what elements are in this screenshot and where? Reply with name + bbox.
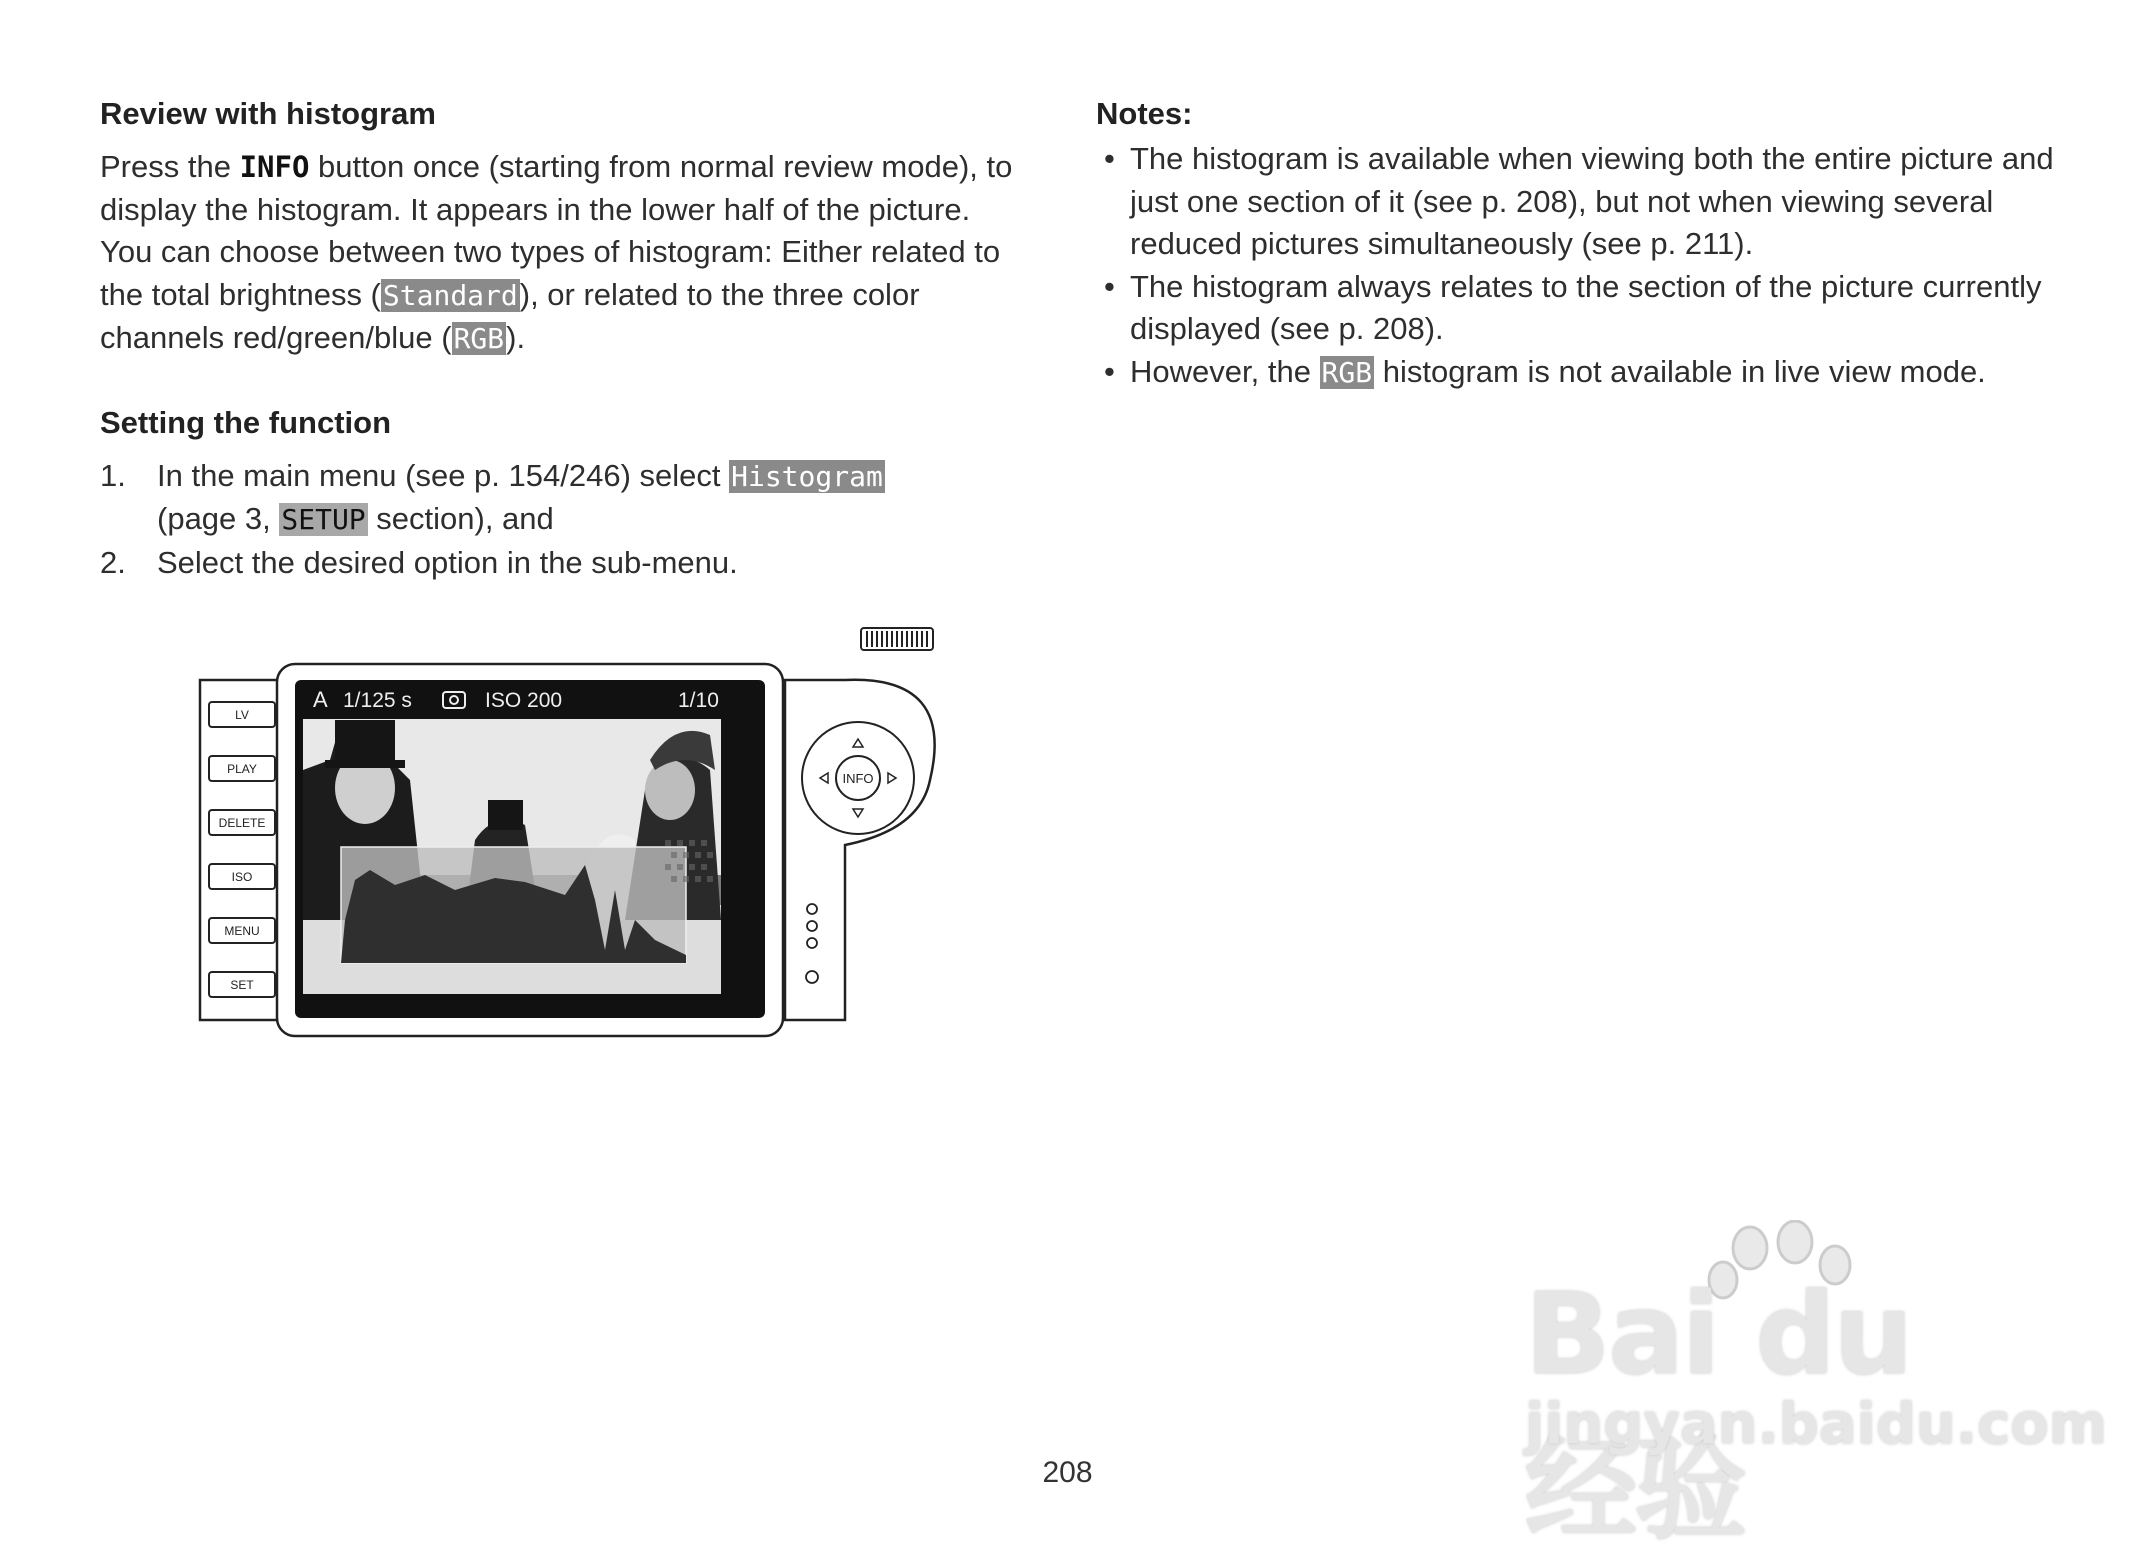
step-item: [100, 542, 1050, 585]
menu-term-standard: Standard: [382, 278, 518, 312]
text-segment: However, the: [1130, 353, 1320, 389]
screen-frame-count: 1/10: [678, 689, 719, 712]
step-number: 1.: [100, 457, 126, 493]
menu-term-setup: SETUP: [281, 503, 366, 536]
left-column: [100, 96, 1050, 584]
text-segment: You can choose between two types of histogram: Either related to the total brightness (: [100, 234, 1001, 312]
text-segment: ), or related to the three color channels red/green/blue (: [100, 276, 920, 355]
note-item: [1096, 351, 2056, 395]
note-item: [1096, 266, 2056, 351]
camera-button-set[interactable]: [209, 972, 275, 997]
text-segment: ).: [506, 320, 526, 355]
text-segment: button once (starting from normal review mode), to display the histogram. It appears in the lower half of the picture.: [100, 149, 1013, 227]
bullet: •: [1104, 353, 1115, 389]
section-heading-review: Review with histogram: [100, 96, 436, 131]
info-button-label: INFO: [842, 771, 874, 786]
camera-button-iso[interactable]: [209, 864, 275, 889]
screen-iso: ISO 200: [485, 689, 563, 712]
bullet: •: [1104, 268, 1115, 304]
camera-button-label: PLAY: [227, 762, 257, 776]
screen-shutter-speed: 1/125 s: [343, 689, 412, 712]
text-segment: Select the desired option in the sub-menu.: [157, 544, 738, 580]
text-segment: section), and: [367, 501, 554, 536]
camera-button-label: DELETE: [218, 816, 266, 830]
watermark-brand: Bai du 经验: [1525, 1270, 1912, 1555]
note-item: [1096, 138, 2056, 266]
note-text: The histogram is available when viewing both the entire picture and just one section of it (see p. 208), but not when viewing several reduced pictures simultaneously (see p. 211).: [1130, 141, 2054, 261]
note-text: The histogram always relates to the section of the picture currently displayed (see p. 208).: [1130, 268, 2042, 346]
page-number: 208: [1042, 1456, 1093, 1489]
text-segment: Press the: [100, 149, 240, 184]
paragraph-histogram-types: [100, 231, 1050, 361]
menu-term-histogram: Histogram: [731, 459, 883, 493]
paragraph-info-button: [100, 146, 1050, 231]
camera-button-lv[interactable]: [209, 702, 275, 727]
step-item: [100, 455, 1050, 542]
screen-exposure-mode: A: [313, 687, 328, 712]
camera-button-delete[interactable]: [209, 810, 275, 835]
camera-button-label: SET: [230, 978, 254, 992]
text-segment: In the main menu (see p. 154/246) select: [157, 457, 730, 493]
watermark: [1525, 1220, 2108, 1555]
watermark-url: jingyan.baidu.com: [1525, 1392, 2108, 1457]
text-segment: histogram is not available in live view mode.: [1374, 353, 1986, 389]
text-segment: (page 3,: [157, 501, 280, 536]
section-heading-setting: Setting the function: [100, 404, 392, 440]
bullet: •: [1104, 141, 1115, 176]
menu-term-rgb: RGB: [1321, 355, 1373, 389]
notes-list: [1096, 138, 2056, 394]
camera-button-play[interactable]: [209, 756, 275, 781]
camera-button-label: ISO: [231, 870, 253, 884]
steps-list: [100, 455, 1050, 585]
camera-back-illustration: [195, 620, 945, 1050]
notes-heading: Notes:: [1096, 96, 1193, 131]
right-column: [1096, 96, 2056, 394]
camera-button-menu[interactable]: [209, 918, 275, 943]
step-number: 2.: [100, 544, 126, 580]
camera-button-label: LV: [235, 708, 249, 722]
camera-button-label: MENU: [224, 924, 260, 938]
lcd-screen: [295, 680, 765, 1018]
menu-term-rgb: RGB: [453, 322, 505, 355]
info-key-label: INFO: [239, 150, 310, 184]
dpad-control[interactable]: [802, 722, 914, 834]
thumbwheel-icon: [861, 628, 933, 650]
